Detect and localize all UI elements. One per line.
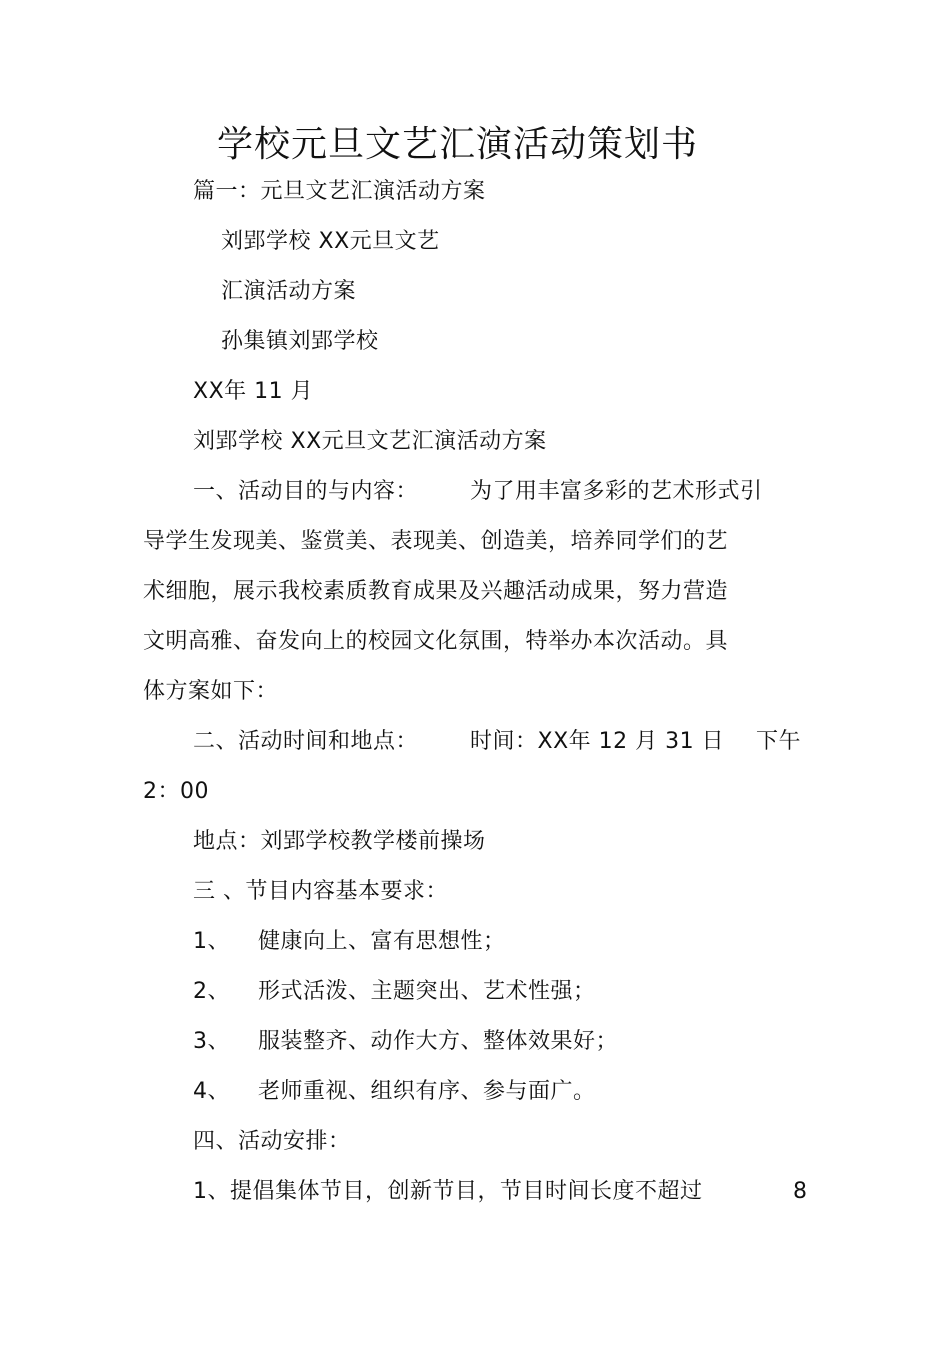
- requirement-text: 形式活泼、主题突出、艺术性强；: [258, 979, 596, 1004]
- requirement-number: 3、: [193, 1029, 230, 1054]
- section1-line-1: 为了用丰富多彩的艺术形式引: [470, 479, 763, 504]
- section2-place: 地点：刘郢学校教学楼前操场: [193, 829, 486, 854]
- section4-item-1-number: 8: [793, 1179, 808, 1204]
- section4-heading: 四、活动安排：: [193, 1129, 351, 1154]
- requirement-number: 4、: [193, 1079, 230, 1104]
- section1-line-3: 术细胞，展示我校素质教育成果及兴趣活动成果，努力营造: [143, 579, 729, 604]
- document-title: 学校元旦文艺汇演活动策划书: [216, 124, 698, 165]
- requirement-text: 健康向上、富有思想性；: [258, 929, 506, 954]
- cover-line-2: 汇演活动方案: [221, 279, 357, 304]
- section1-heading: 一、活动目的与内容：: [193, 479, 419, 504]
- section4-item-1: 1、提倡集体节目，创新节目，节目时间长度不超过: [193, 1179, 703, 1204]
- section2-afternoon: 下午: [756, 729, 802, 754]
- document-subtitle: 篇一：元旦文艺汇演活动方案: [193, 179, 486, 204]
- section2-heading: 二、活动时间和地点：: [193, 729, 419, 754]
- section2-clock: 2：00: [143, 779, 209, 804]
- requirement-text: 服装整齐、动作大方、整体效果好；: [258, 1029, 619, 1054]
- requirement-number: 1、: [193, 929, 230, 954]
- requirement-text: 老师重视、组织有序、参与面广。: [258, 1079, 596, 1104]
- cover-line-1: 刘郢学校 XX元旦文艺: [221, 229, 440, 254]
- section1-line-4: 文明高雅、奋发向上的校园文化氛围，特举办本次活动。具: [143, 629, 729, 654]
- section2-time: 时间：XX年 12 月 31 日: [470, 729, 725, 754]
- plan-heading: 刘郢学校 XX元旦文艺汇演活动方案: [193, 429, 547, 454]
- requirement-number: 2、: [193, 979, 230, 1004]
- cover-line-3: 孙集镇刘郢学校: [221, 329, 379, 354]
- cover-date: XX年 11 月: [193, 379, 314, 404]
- section1-line-2: 导学生发现美、鉴赏美、表现美、创造美，培养同学们的艺: [143, 529, 729, 554]
- section3-heading: 三 、节目内容基本要求：: [193, 879, 448, 904]
- section1-line-5: 体方案如下：: [143, 679, 279, 704]
